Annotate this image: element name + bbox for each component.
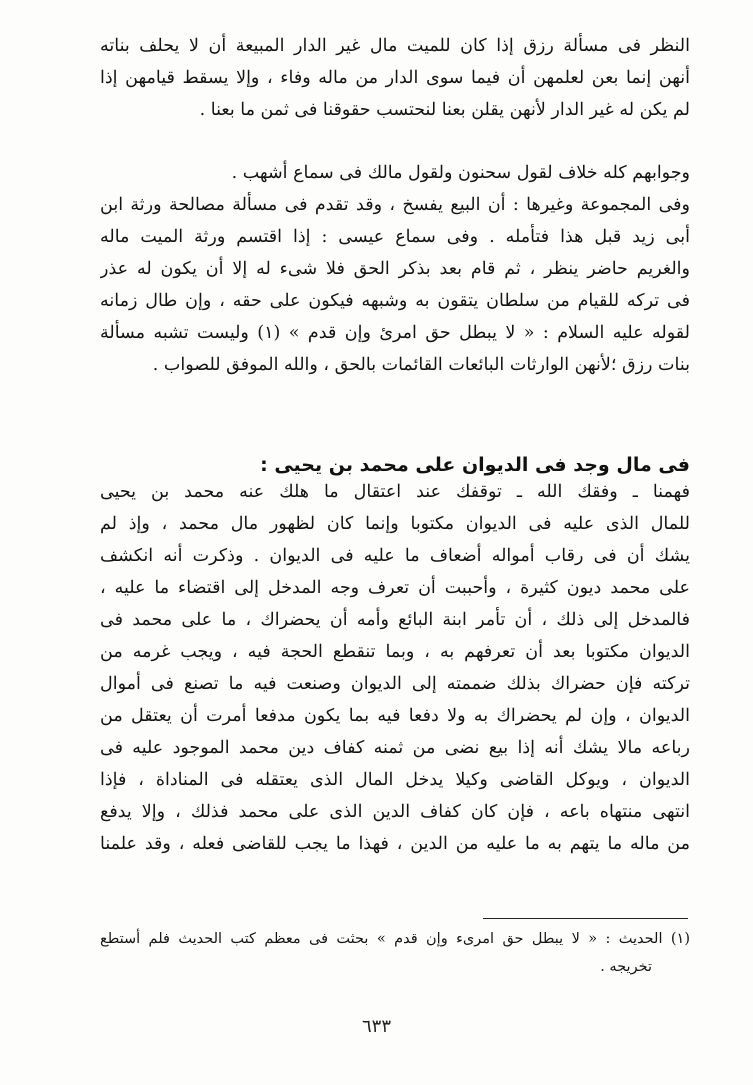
text-line: يشك أن فى رقاب أمواله أضعاف ما عليه فى الديوان . وذكرت أنه انكشف xyxy=(100,546,690,566)
section-heading: فى مال وجد فى الديوان على محمد بن يحيى : xyxy=(260,454,690,476)
footnote xyxy=(100,925,690,981)
text-line: الديوان ، ويوكل القاضى وكيلا يدخل المال الذى يعتقله فى المناداة ، فإذا xyxy=(100,770,690,790)
paragraph-1 xyxy=(100,30,690,126)
text-line: تركته فإن حضراك بذلك ضممته إلى الديوان وصنعت فيه ما تصنع فى أموال xyxy=(100,674,690,694)
text-line: فالمدخل إلى ذلك ، أن تأمر ابنة البائع وأمه أن يحضراك ، ما على محمد فى xyxy=(100,610,690,630)
text-line: والغريم حاضر ينظر ، ثم قام بعد بذكر الحق فلا شىء له إلا أن يكون له عذر xyxy=(100,259,690,279)
paragraph-3 xyxy=(100,476,690,860)
text-line: رباعه مالا يشك أنه إذا بيع نضى من ثمنه كفاف دين محمد الموجود عليه فى xyxy=(100,738,690,758)
text-line: وجوابهم كله خلاف لقول سحنون ولقول مالك فى سماع أشهب . xyxy=(231,163,690,183)
text-line: أبى زيد قبل هذا فتأمله . وفى سماع عيسى : إذا اقتسم ورثة الميت ماله xyxy=(100,227,690,247)
paragraph-2 xyxy=(100,157,690,381)
footnote-line: (١) الحديث : « لا يبطل حق امرىء وإن قدم » بحثت فى معظم كتب الحديث فلم أستطع xyxy=(100,931,690,947)
page-number: ٦٣٣ xyxy=(361,1016,391,1037)
text-line: وفى المجموعة وغيرها : أن البيع يفسخ ، وقد تقدم فى مسألة مصالحة ورثة ابن xyxy=(100,195,690,215)
text-line: النظر فى مسألة رزق إذا كان للميت مال غير الدار المبيعة أن لا يحلف بناته xyxy=(100,36,690,56)
text-line: لقوله عليه السلام : « لا يبطل حق امرئ وإن قدم » (١) وليست تشبه مسألة xyxy=(100,323,690,343)
text-line: الديوان ، وإن لم يحضراك به ولا دفعا فيه بما يكون مدفعا أمرت أن يعتقل من xyxy=(100,706,690,726)
text-line: للمال الذى عليه فى الديوان مكتوبا وإنما كان لظهور مال محمد ، وإذ لم xyxy=(100,514,690,534)
footnote-line: تخريجه . xyxy=(600,959,652,975)
text-line: أنهن إنما بعن لعلمهن أن فيما سوى الدار من ماله وفاء ، وإلا يسقط قيامهن إذا xyxy=(100,68,690,88)
footnote-divider xyxy=(483,918,688,919)
text-line: انتهى منتهاه باعه ، فإن كان كفاف الدين الذى على محمد فذلك ، وإلا يدفع xyxy=(100,802,690,822)
text-line: من ماله ما يتهم به ما عليه من الدين ، فهذا ما يجب للقاضى فعله ، وقد علمنا xyxy=(100,834,690,854)
text-line: لم يكن له غير الدار لأنهن يقلن بعنا لنحتسب حقوقنا فى ثمن ما بعنا . xyxy=(199,100,690,120)
text-line: بنات رزق ؛لأنهن الوارثات البائعات القائمات بالحق ، والله الموفق للصواب . xyxy=(152,355,690,375)
text-line: الديوان مكتوبا بعد أن تعرفهم به ، وبما تنقطع الحجة فيه ، ويجب غرمه من xyxy=(100,642,690,662)
text-line: على محمد ديون كثيرة ، وأحببت أن تعرف وجه المدخل إلى اقتضاء ما عليه ، xyxy=(100,578,690,598)
text-line: فهمنا ـ وفقك الله ـ توقفك عند اعتقال ما هلك عنه محمد بن يحيى xyxy=(100,482,690,502)
text-line: فى تركه للقيام من سلطان يتقون به وشبهه فيكون على حقه ، وإن طال زمانه xyxy=(100,291,690,311)
